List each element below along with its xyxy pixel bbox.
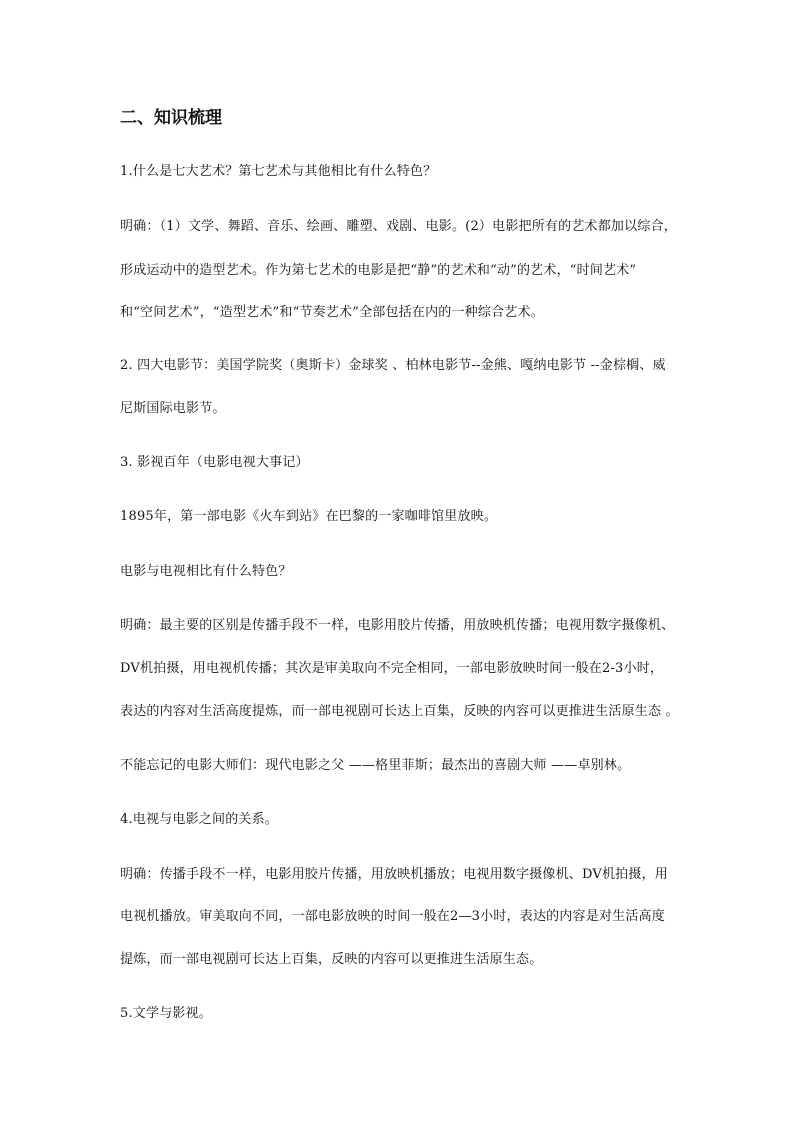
- question-film-vs-tv: 电影与电视相比有什么特色？: [120, 564, 292, 579]
- answer-1-line-2: 形成运动中的造型艺术。作为第七艺术的电影是把“静”的艺术和“动”的艺术，“时间艺术”: [120, 263, 637, 278]
- answer-1-line-1: 明确：（1）文学、舞蹈、音乐、绘画、雕塑、戏剧、电影。(2）电影把所有的艺术都加以综合，: [120, 219, 677, 234]
- point-4-title: 4.电视与电影之间的关系。: [120, 812, 279, 827]
- point-2-line-1: 2. 四大电影节：美国学院奖（奥斯卡）金球奖 、柏林电影节--金熊、嘎纳电影节 --金棕榈、威: [120, 358, 666, 373]
- point-2-line-2: 尼斯国际电影节。: [120, 401, 226, 416]
- fact-1895: 1895年，第一部电影《火车到站》在巴黎的一家咖啡馆里放映。: [120, 509, 498, 524]
- point-5-title: 5.文学与影视。: [120, 1006, 213, 1021]
- point-3-title: 3. 影视百年（电影电视大事记）: [120, 455, 309, 470]
- answer-film-vs-tv-line-2: DV机拍摄，用电视机传播；其次是审美取向不完全相同，一部电影放映时间一般在2-3小时，: [120, 661, 664, 676]
- answer-film-vs-tv-line-3: 表达的内容对生活高度提炼，而一部电视剧可长达上百集，反映的内容可以更推进生活原生态 。: [120, 704, 679, 719]
- answer-film-vs-tv-line-1: 明确：最主要的区别是传播手段不一样，电影用胶片传播，用放映机传播；电视用数字摄像机、: [120, 618, 675, 633]
- answer-4-line-1: 明确：传播手段不一样，电影用胶片传播，用放映机播放；电视用数字摄像机、DV机拍摄，用: [120, 867, 668, 882]
- film-masters: 不能忘记的电影大师们：现代电影之父 ——格里菲斯；最杰出的喜剧大师 ——卓别林。: [120, 758, 631, 773]
- answer-1-line-3: 和“空间艺术”，“造型艺术”和“节奏艺术”全部包括在内的一种综合艺术。: [120, 305, 544, 320]
- answer-4-line-2: 电视机播放。审美取向不同，一部电影放映的时间一般在2—3小时，表达的内容是对生活高度: [120, 909, 665, 924]
- question-1: 1.什么是七大艺术？第七艺术与其他相比有什么特色？: [120, 164, 437, 179]
- section-heading: 二、知识梳理: [120, 108, 222, 128]
- answer-4-line-3: 提炼，而一部电视剧可长达上百集，反映的内容可以更推进生活原生态。: [120, 952, 543, 967]
